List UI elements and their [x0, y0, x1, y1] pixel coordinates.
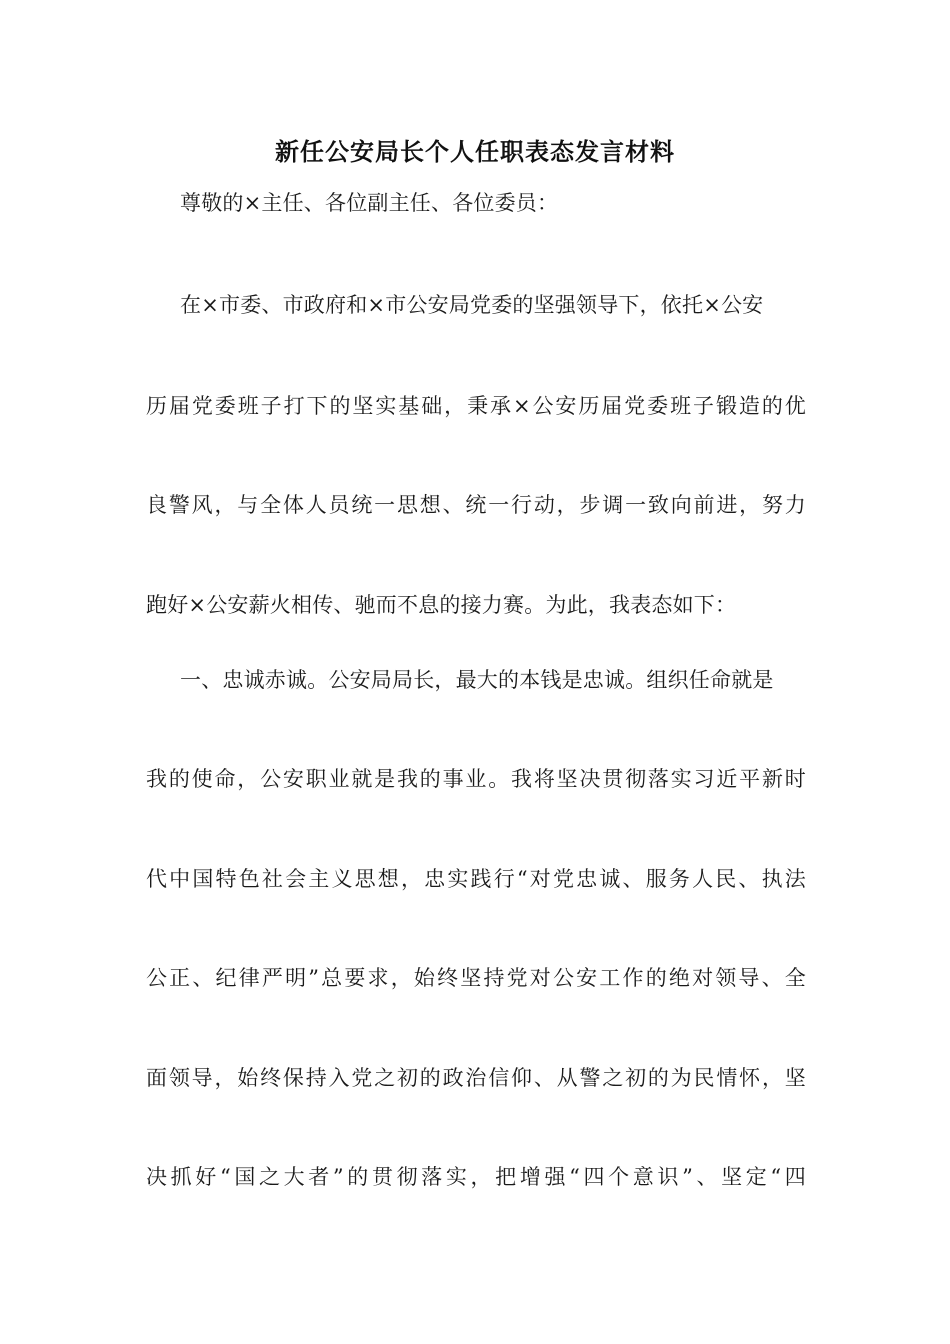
paragraph-line: 一、忠诚赤诚。公安局局长，最大的本钱是忠诚。组织任命就是 [180, 668, 774, 692]
paragraph-line: 面领导，始终保持入党之初的政治信仰、从警之初的为民情怀，坚 [146, 1066, 806, 1090]
paragraph-line: 历届党委班子打下的坚实基础，秉承×公安历届党委班子锻造的优 [146, 394, 806, 418]
paragraph-line: 良警风，与全体人员统一思想、统一行动，步调一致向前进，努力 [146, 493, 806, 517]
paragraph-line: 我的使命，公安职业就是我的事业。我将坚决贯彻落实习近平新时 [146, 767, 806, 791]
paragraph-line: 在×市委、市政府和×市公安局党委的坚强领导下，依托×公安 [180, 293, 764, 317]
paragraph-line: 跑好×公安薪火相传、驰而不息的接力赛。为此，我表态如下： [146, 593, 737, 617]
salutation: 尊敬的×主任、各位副主任、各位委员： [180, 191, 559, 215]
paragraph-line: 公正、纪律严明”总要求，始终坚持党对公安工作的绝对领导、全 [146, 966, 806, 990]
document-title: 新任公安局长个人任职表态发言材料 [275, 137, 675, 166]
paragraph-line: 代中国特色社会主义思想，忠实践行“对党忠诚、服务人民、执法 [146, 867, 806, 891]
paragraph-line: 决抓好“国之大者”的贯彻落实，把增强“四个意识”、坚定“四 [146, 1165, 806, 1189]
